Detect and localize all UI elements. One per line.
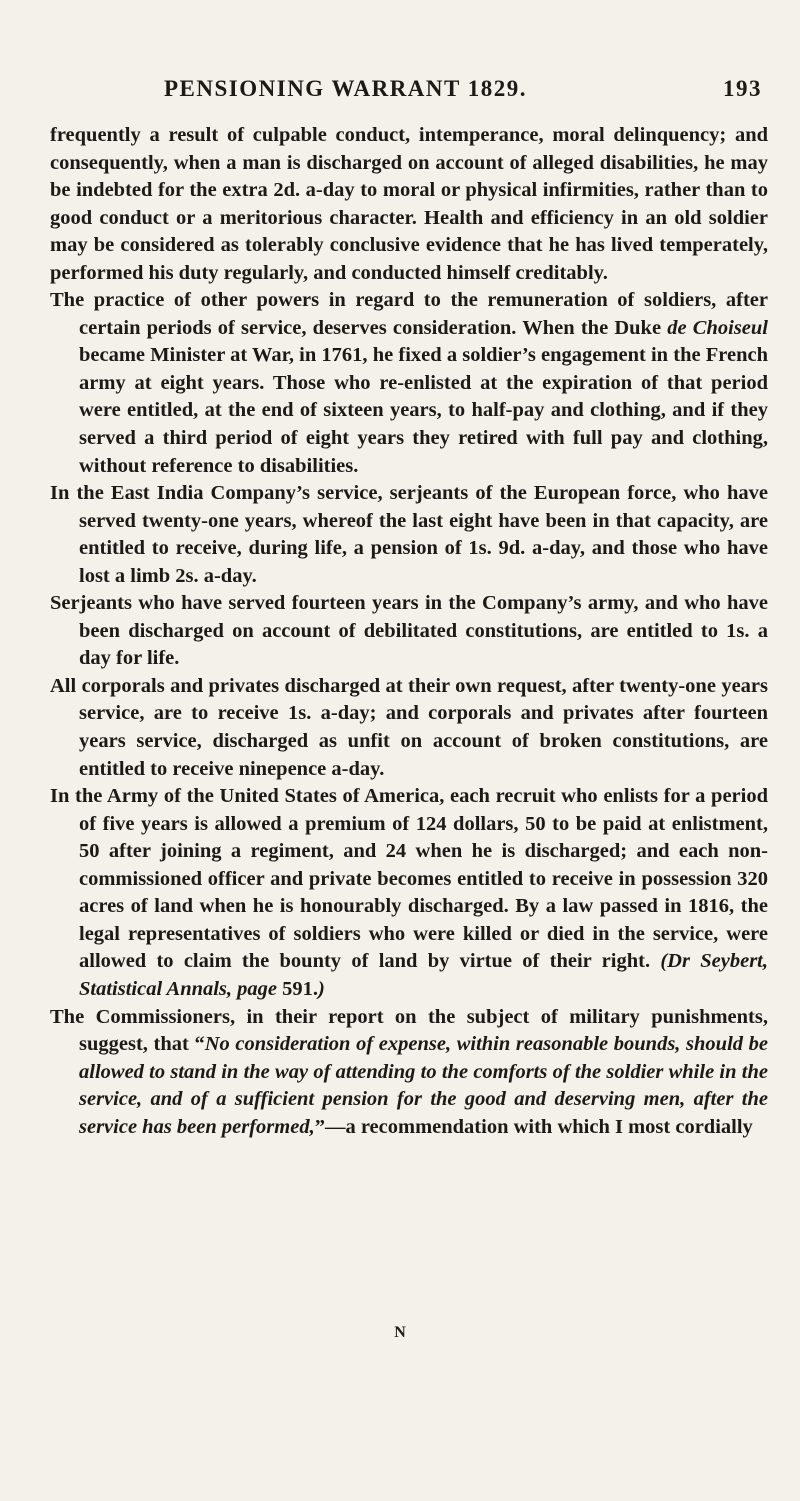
- paragraph-serjeants: Serjeants who have served fourteen years in the Company’s army, and who have been discharged on account of debilitated constitutions, are entitled to 1s. a day for life.: [50, 592, 768, 670]
- page-header: [150, 76, 762, 110]
- italic-name: de Choiseul: [667, 316, 768, 339]
- citation-close: ): [318, 977, 325, 1000]
- italic-quotation: No consideration of expense, within reasonable bounds, should be allowed to stand in the way of attending to the comforts of the soldier while in the service, and of a sufficient pension for the good and deserving men, after the service has been performed,: [79, 1033, 768, 1138]
- text-run: ”—a recommendation with which I most cordially: [314, 1115, 753, 1138]
- page-number: 193: [723, 76, 762, 101]
- text-run: The Commissioners, in their report on the subject of military punishments, suggest, that “: [50, 1005, 768, 1056]
- text-run: The practice of other powers in regard to the remuneration of soldiers, after certain periods of service, deserves consideration. When the Duke: [50, 289, 768, 339]
- italic-citation: (Dr Seybert, Statistical Annals, page: [79, 950, 768, 1000]
- paragraph-east-india: In the East India Company’s service, serjeants of the European force, who have served twenty-one years, whereof the last eight have been in that capacity, are entitled to receive, during life, a pension of 1s. 9d. a-day, and those who have lost a limb 2s. a-day.: [50, 482, 768, 587]
- paragraph-commissioners: [50, 1004, 768, 1142]
- paragraph-corporals: All corporals and privates discharged at their own request, after twenty-one years service, are to receive 1s. a-day; and corporals and privates after fourteen years service, discharged as unfit on account of broken constitutions, are entitled to receive ninepence a-day.: [50, 674, 768, 780]
- text-run: In the Army of the United States of America, each recruit who enlists for a period of five years is allowed a premium of 124 dollars, 50 to be paid at enlistment, 50 after joining a regiment, and 24 when he is discharged; and each non-commissioned officer and private becomes entitled to receive in possession 320 acres of land when he is honourably discharged. By a law passed in 1816, the legal representatives of soldiers who were killed or died in the service, were allowed to claim the bounty of land by virtue of their right.: [50, 785, 768, 973]
- paragraph-foreign-powers: [50, 287, 768, 480]
- paragraph-united-states: [50, 783, 768, 1003]
- signature-mark: N: [394, 1324, 406, 1341]
- paragraph-continuation: frequently a result of culpable conduct, intemperance, moral delinquency; and consequently, when a man is discharged on account of alleged disabilities, he may be indebted for the extra 2d. a-day to moral or physical infirmities, rather than to good conduct or a meritorious character. Health and efficiency in an old soldier may be considered as tolerably conclusive evidence that he has lived temperately, performed his duty regularly, and conducted himself creditably.: [50, 124, 768, 284]
- running-title: PENSIONING WARRANT 1829.: [164, 76, 527, 101]
- text-run: became Minister at War, in 1761, he fixed a soldier’s engagement in the French army at eight years. Those who re-enlisted at the expiration of that period were entitled, at the end of sixteen years, to half-pay and clothing, and if they served a third period of eight years they retired with full pay and clothing, without reference to disabilities.: [79, 344, 768, 477]
- body-text: [50, 122, 768, 1141]
- citation-page: 591.: [277, 977, 319, 1000]
